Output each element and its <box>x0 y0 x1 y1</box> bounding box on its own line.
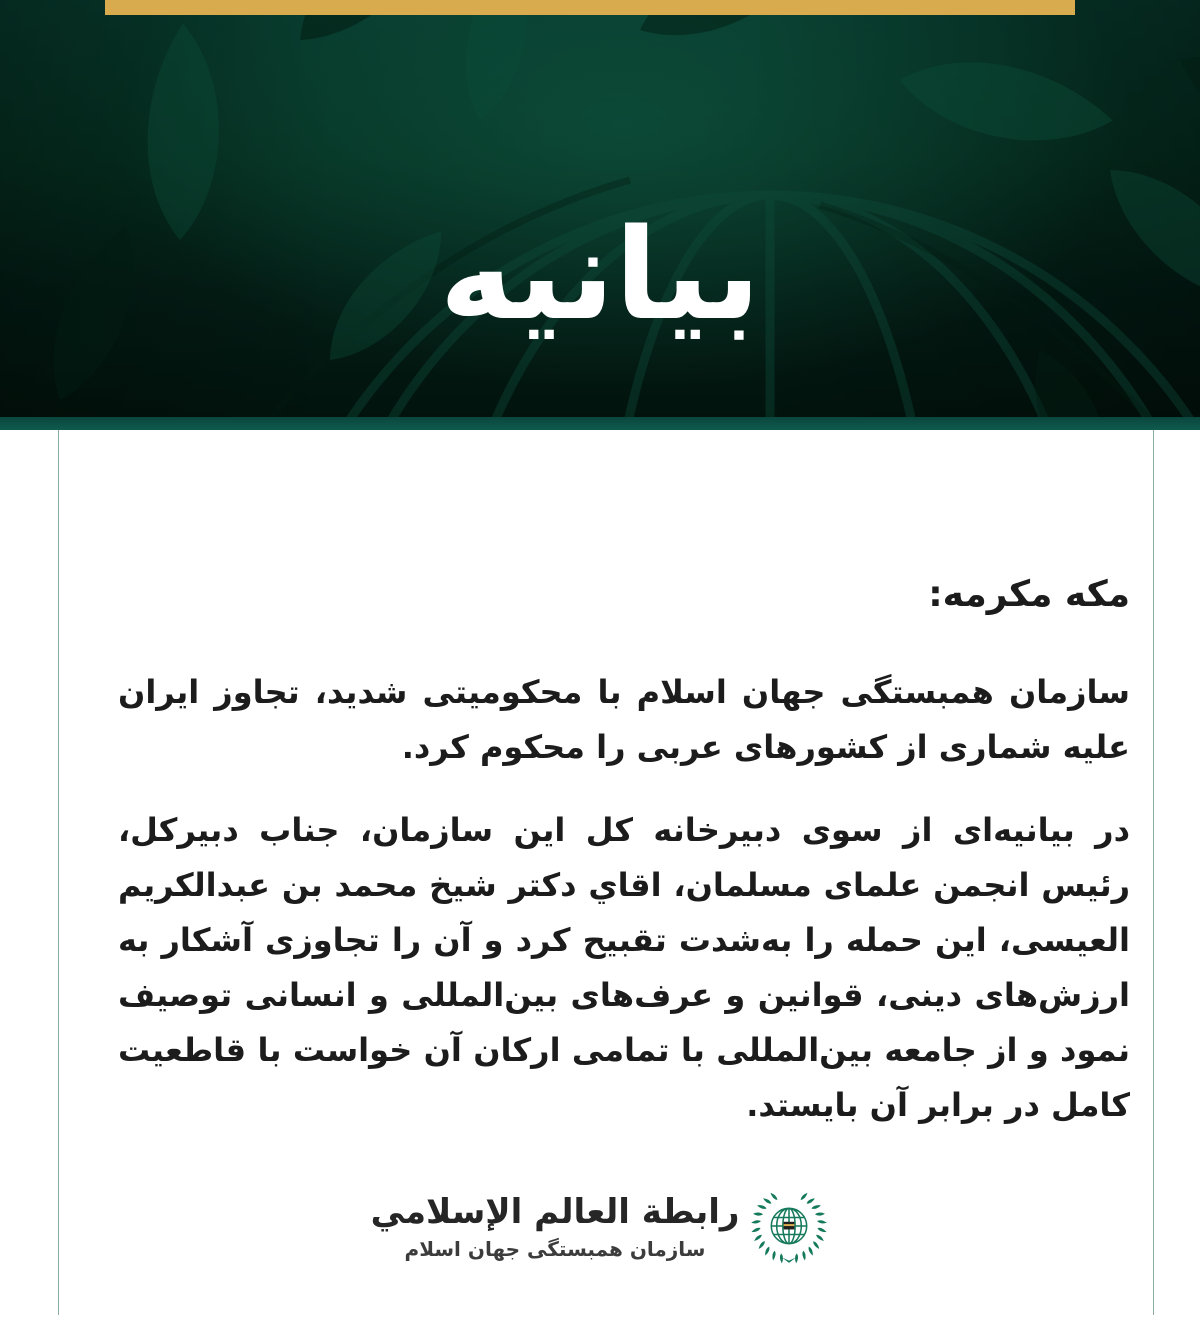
left-vertical-rule <box>58 430 59 1315</box>
statement-title: بیانیه <box>439 201 761 348</box>
detail-paragraph: در بیانیه‌ای از سوی دبیرخانه کل این سازمان، جناب دبیرکل، رئیس انجمن علمای مسلمان، اقاي دکتر شیخ محمد بن عبدالکریم العیسی، این حمله را به‌شدت تقبیح کرد و آن را تجاوزی آشکار به ارزش‌های دینی، قوانین و عرف‌های بین‌المللی و انسانی توصیف نمود و از جامعه بین‌المللی با تمامی ارکان آن خواست با قاطعیت کامل در برابر آن بایستد. <box>118 811 1130 1124</box>
lead-paragraph: سازمان همبستگی جهان اسلام با محکومیتی شدید، تجاوز ایران علیه شماری از کشورهای عربی را محکوم کرد. <box>118 673 1130 766</box>
mwl-wreath-globe-emblem-icon <box>749 1185 829 1267</box>
gold-accent-bar <box>105 0 1075 15</box>
right-vertical-rule <box>1153 430 1154 1315</box>
dateline-heading: مکه مکرمه: <box>928 574 1130 615</box>
statement-body <box>0 430 1200 1323</box>
logo-arabic-name: رابطة العالم الإسلامي <box>370 1191 740 1232</box>
header-banner <box>0 0 1200 417</box>
teal-divider-band <box>0 417 1200 430</box>
statement-content <box>0 430 1200 1133</box>
logo-text-block <box>371 1190 740 1262</box>
organization-logo <box>0 1185 1200 1267</box>
logo-persian-name: سازمان همبستگی جهان اسلام <box>404 1237 706 1262</box>
